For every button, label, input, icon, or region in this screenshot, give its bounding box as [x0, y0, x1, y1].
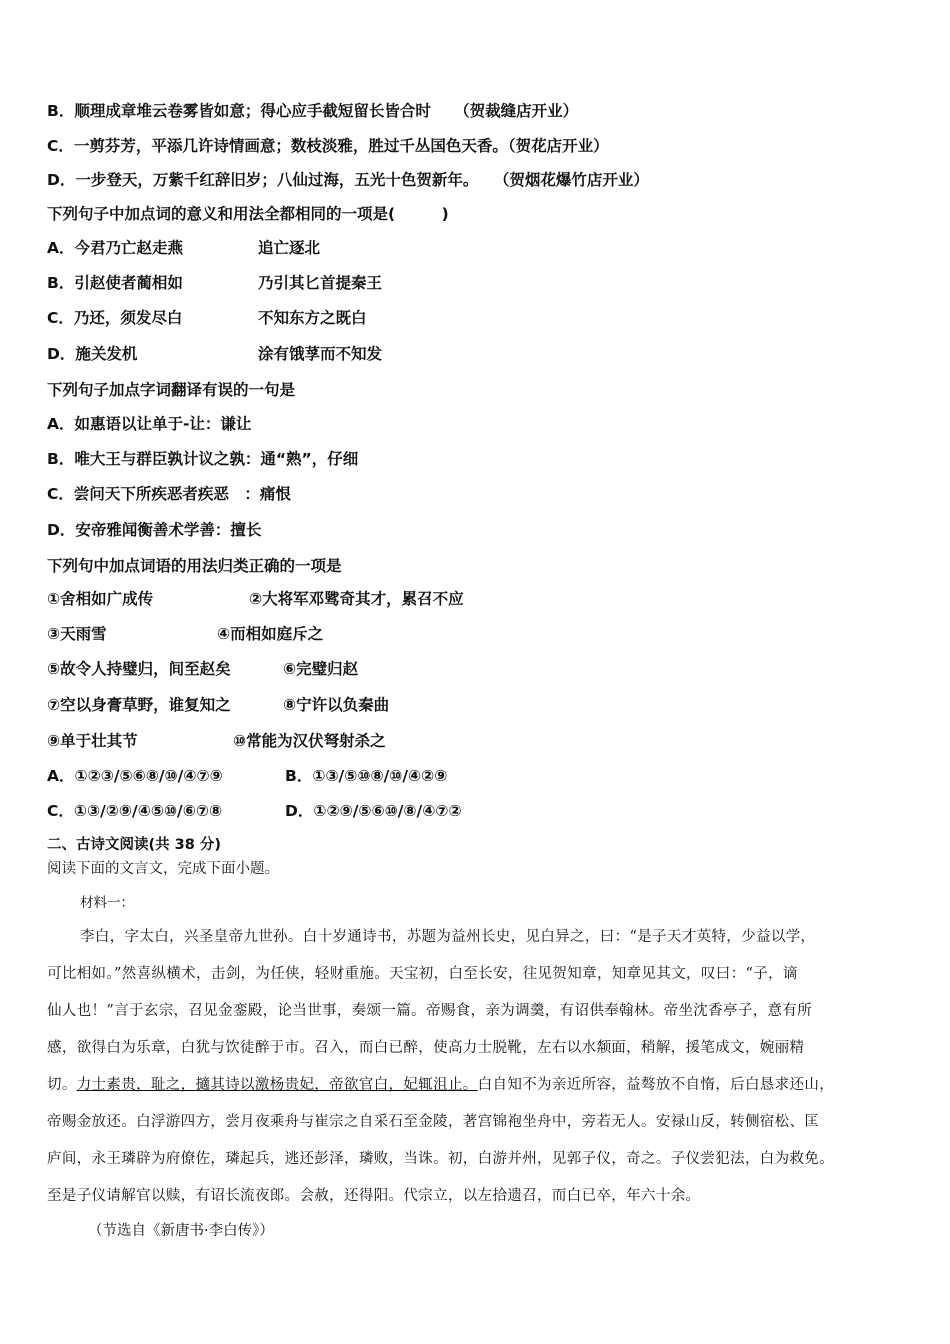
passage-source: （节选自《新唐书·李白传》）	[88, 1223, 274, 1239]
section-heading: 二、古诗文阅读(共 38 分)	[47, 837, 222, 853]
prev-option-c: C．一剪芬芳，平添几许诗情画意；数枝淡雅，胜过千丛国色天香。（贺花店开业）	[47, 137, 609, 155]
q2-option-b: B．唯大王与群臣孰计议之孰：通“熟”，仔细	[47, 450, 359, 468]
underlined-sentence: 力士素贵，耻之，擿其诗以激杨贵妃，帝欲官白，妃辄沮止。	[76, 1077, 478, 1093]
q2-stem: 下列句子加点字词翻译有误的一句是	[47, 381, 296, 399]
q3-stem: 下列句中加点词语的用法归类正确的一项是	[47, 557, 342, 575]
q2-option-c: C．尝问天下所疾恶者疾恶 ：痛恨	[47, 485, 291, 503]
q1-option-a: A．今君乃亡赵走燕 追亡逐北	[47, 239, 321, 257]
passage-line: 感，欲得白为乐章，白犹与饮徒醉于市。召入，而白已醉，使高力士脱靴，左右以水颒面，稍解，援笔成文，婉丽精	[47, 1040, 805, 1056]
prev-option-d: D．一步登天，万紫千红辞旧岁；八仙过海，五光十色贺新年。 （贺烟花爆竹店开业）	[47, 171, 649, 189]
passage-line: 帝赐金放还。白浮游四方，尝月夜乘舟与崔宗之自采石至金陵，著宫锦袍坐舟中，旁若无人。安禄山反，转侧宿松、匡	[47, 1114, 820, 1130]
q2-option-d: D．安帝雅闻衡善术学善：擅长	[47, 521, 262, 539]
q1-option-b: B．引赵使者蔺相如 乃引其匕首提秦王	[47, 274, 383, 292]
q3-item-row: ③天雨雪 ④而相如庭斥之	[47, 625, 324, 643]
passage-line: 至是子仪请解官以赎，有诏长流夜郎。会赦，还得阳。代宗立，以左拾遗召，而白已卒，年六十余。	[47, 1188, 701, 1204]
passage-line: 仙人也！”言于玄宗，召见金銮殿，论当世事，奏颂一篇。帝赐食，亲为调羹，有诏供奉翰林。帝坐沈香亭子，意有所	[47, 1003, 813, 1019]
q1-option-d: D．施关发机 涂有饿莩而不知发	[47, 345, 383, 363]
material-label: 材料一：	[80, 895, 134, 911]
prev-option-b: B．顺理成章堆云卷雾皆如意；得心应手截短留长皆合时 （贺裁缝店开业）	[47, 102, 579, 120]
passage-line: 庐间，永王璘辟为府僚佐，璘起兵，逃还彭泽，璘败，当诛。初，白游并州，见郭子仪，奇之。子仪尝犯法，白为救免。	[47, 1151, 835, 1167]
q2-option-a: A．如惠语以让单于-让：谦让	[47, 415, 252, 433]
passage-line: 李白，字太白，兴圣皇帝九世孙。白十岁通诗书，苏题为益州长史，见白异之，曰：“是子天才英特，少益以学，	[80, 929, 816, 945]
q1-option-c: C．乃还，须发尽白 不知东方之既白	[47, 309, 367, 327]
q1-stem: 下列句子中加点词的意义和用法全都相同的一项是( )	[47, 205, 449, 223]
q3-item-row: ⑦空以身膏草野，谁复知之 ⑧宁许以负秦曲	[47, 696, 390, 714]
passage-line: 可比相如。”然喜纵横术，击剑，为任侠，轻财重施。天宝初，白至长安，往见贺知章，知章见其文，叹曰：“子，谪	[47, 966, 798, 982]
q3-item-row: ⑨单于壮其节 ⑩常能为汉伏弩射杀之	[47, 732, 386, 750]
q3-item-row: ①舍相如广成传 ②大将军邓骘奇其才，累召不应	[47, 590, 464, 608]
q3-options-cd: C．①③/②⑨/④⑤⑩/⑥⑦⑧ D．①②⑨/⑤⑥⑩/⑧/④⑦②	[47, 802, 462, 820]
reading-instruction: 阅读下面的文言文，完成下面小题。	[47, 861, 279, 877]
q3-item-row: ⑤故令人持璧归，间至赵矣 ⑥完璧归赵	[47, 660, 359, 678]
q3-options-ab: A．①②③/⑤⑥⑧/⑩/④⑦⑨ B．①③/⑤⑩⑧/⑩/④②⑨	[47, 767, 448, 785]
passage-line: 切。力士素贵，耻之，擿其诗以激杨贵妃，帝欲官白，妃辄沮止。白自知不为亲近所容，益骜放不自惰，后白恳求还山，	[47, 1077, 835, 1093]
